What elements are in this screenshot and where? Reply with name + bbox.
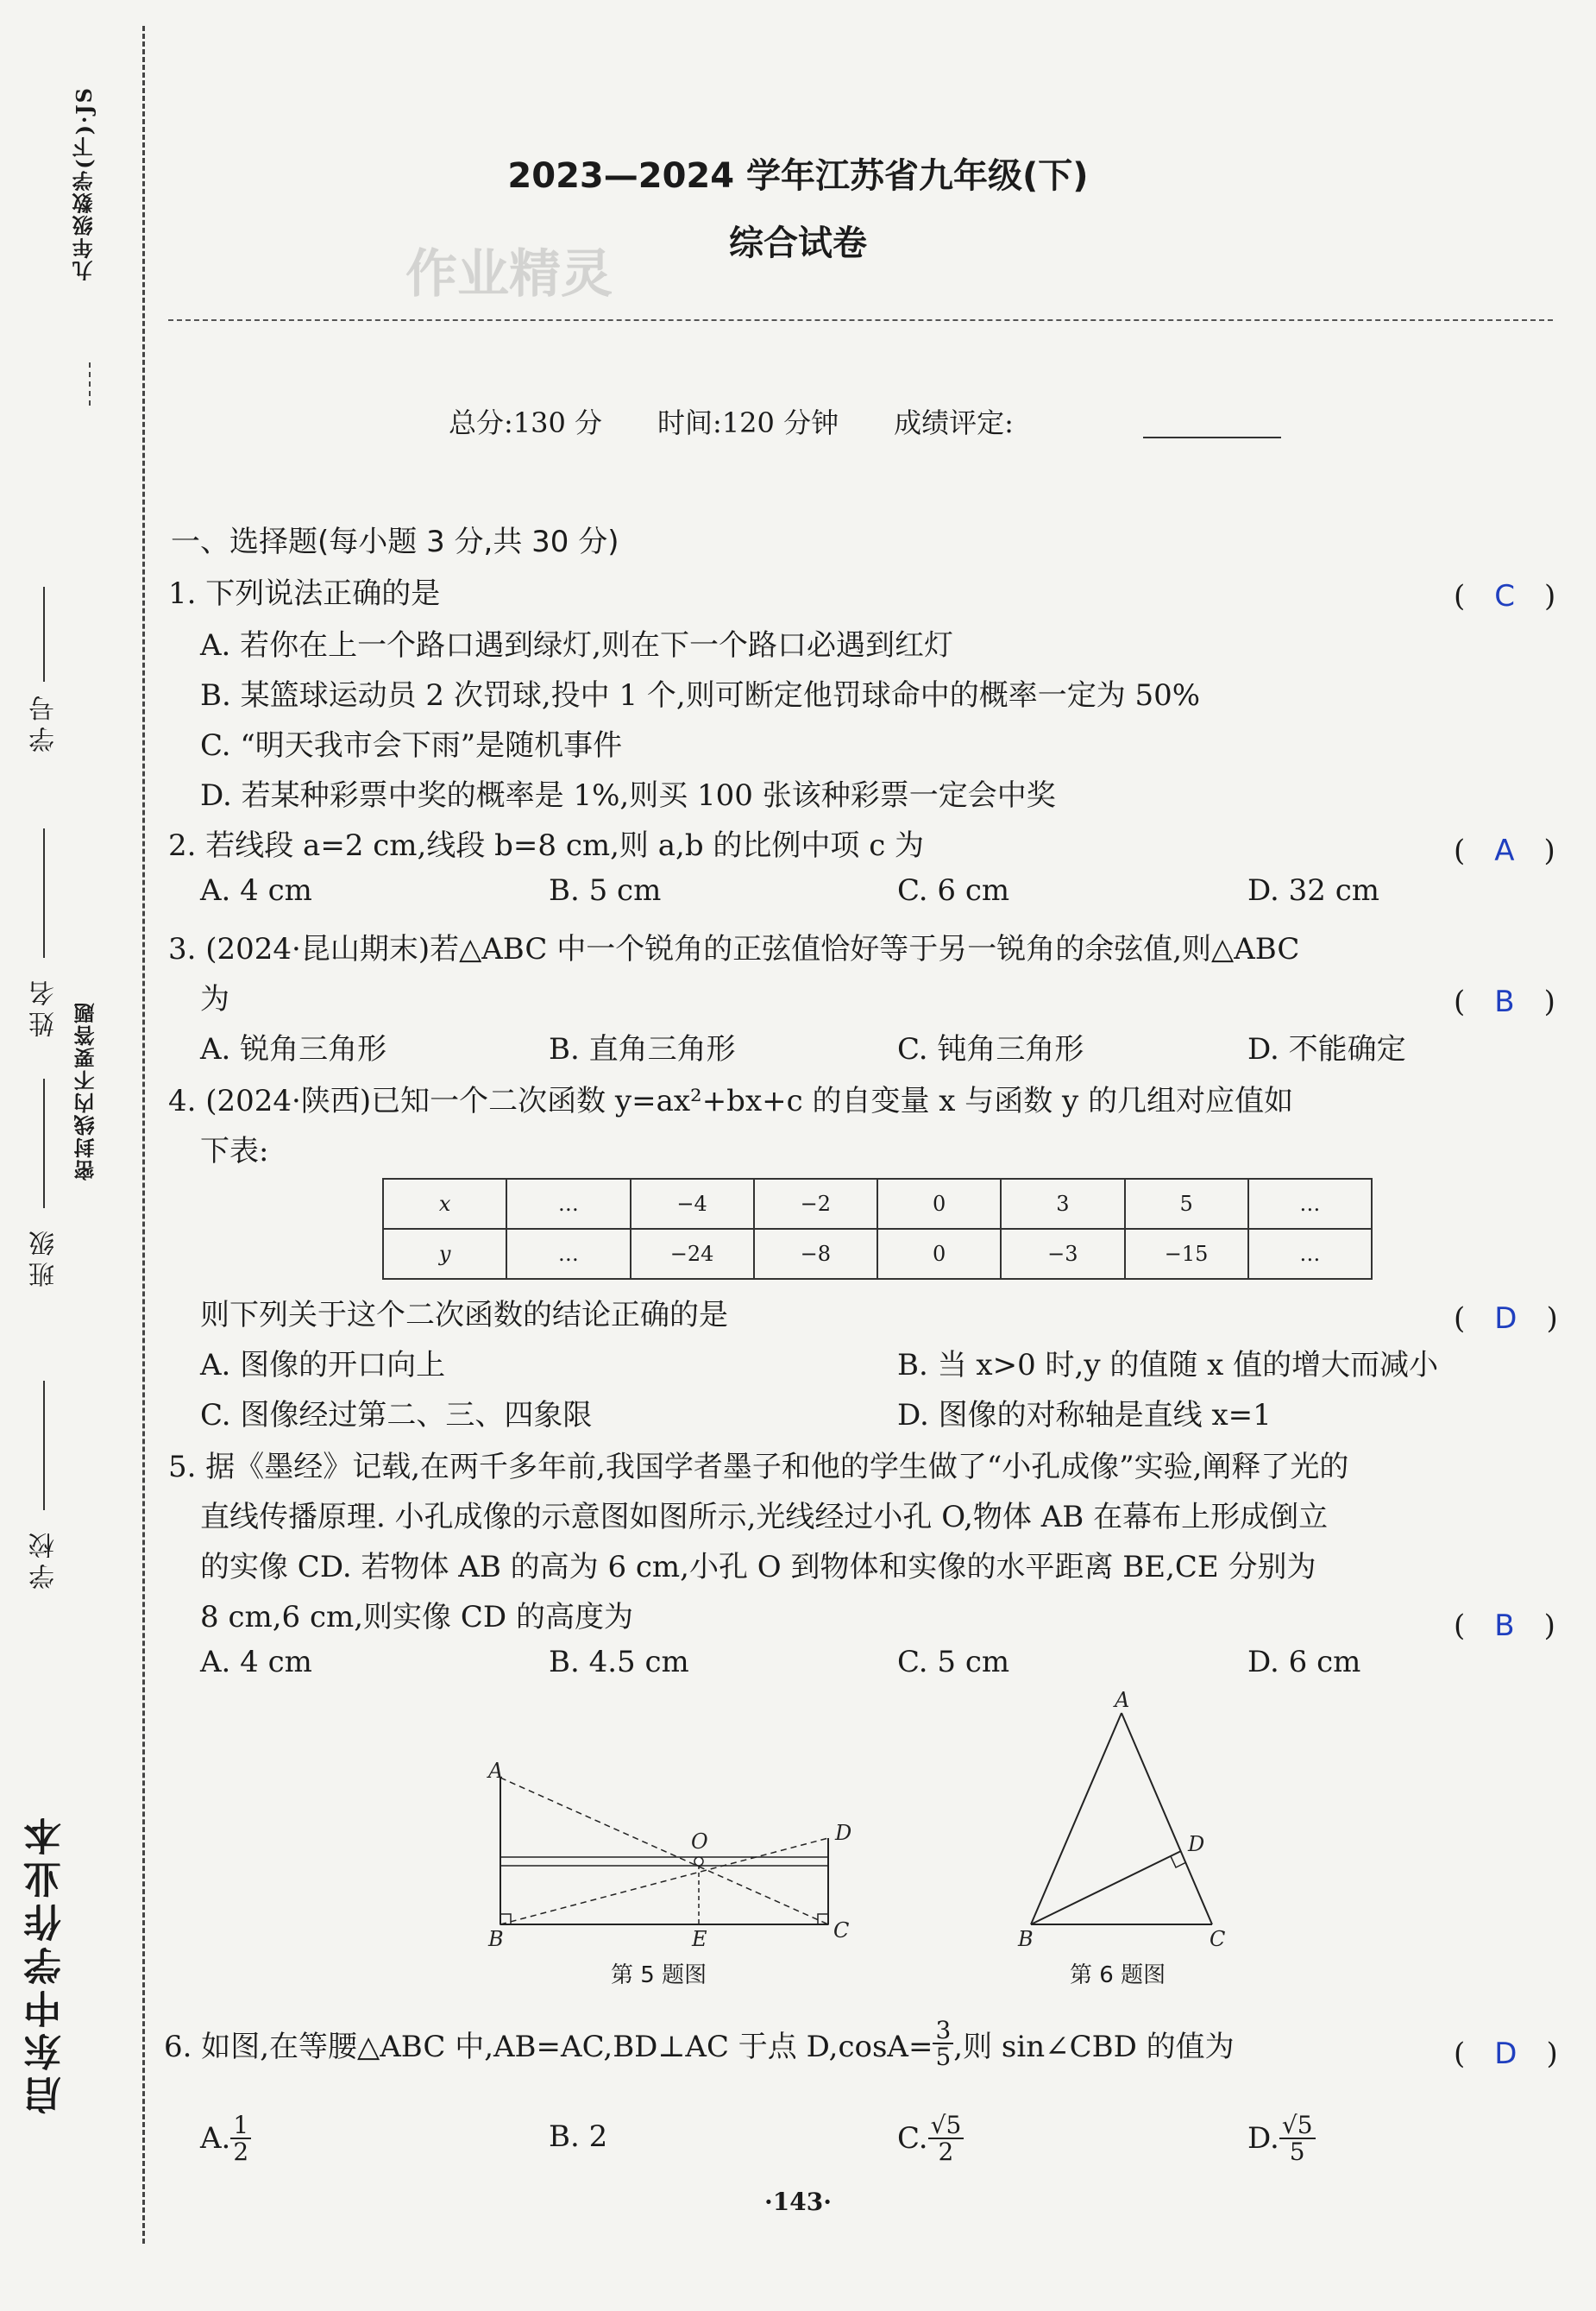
q6-option-c-den: 2 [938, 2138, 954, 2166]
figure-6-diagram [1009, 1691, 1242, 1950]
fig5-label-c: C [833, 1918, 850, 1943]
book-label: 九年级数学(下)·JS [72, 86, 97, 281]
q2-answer-letter: A [1494, 834, 1515, 868]
q6-option-d-prefix: D. [1247, 2121, 1279, 2156]
q5-option-a: A. 4 cm [200, 1645, 312, 1679]
q6-option-c-fraction [928, 2110, 965, 2166]
fig6-label-d: D [1188, 1832, 1205, 1856]
field-xingming-line[interactable] [43, 828, 45, 958]
fig6-label-a: A [1115, 1691, 1130, 1712]
q1-option-c: C. “明天我市会下雨”是随机事件 [200, 728, 623, 763]
q3-option-a: A. 锐角三角形 [200, 1032, 387, 1067]
table-cell: … [1248, 1179, 1372, 1229]
q5-line-2: 直线传播原理. 小孔成像的示意图如图所示,光线经过小孔 O,物体 AB 在幕布上形成倒立 [200, 1500, 1329, 1534]
header-divider [168, 319, 1553, 321]
q6-stem [164, 2011, 1235, 2076]
field-xingming-label: 姓名 [29, 975, 60, 1037]
q1-answer-letter: C [1494, 579, 1516, 614]
q2-stem: 2. 若线段 a=2 cm,线段 b=8 cm,则 a,b 的比例中项 c 为 [168, 828, 925, 863]
side-short-dash [89, 362, 91, 406]
table-cell: x [383, 1179, 506, 1229]
q5-option-b: B. 4.5 cm [549, 1645, 689, 1679]
q6-option-a-fraction [230, 2110, 251, 2166]
q6-option-d [1247, 2104, 1316, 2173]
figure-5-diagram [483, 1752, 863, 1959]
table-cell: −24 [631, 1229, 754, 1279]
q5-answer-letter: B [1494, 1609, 1515, 1643]
grade-blank[interactable] [1143, 437, 1281, 438]
q2-option-d: D. 32 cm [1247, 873, 1380, 908]
q4-option-c: C. 图像经过第二、三、四象限 [200, 1398, 593, 1433]
fig5-label-a: A [488, 1759, 504, 1783]
q4-option-b: B. 当 x>0 时,y 的值随 x 值的增大而减小 [897, 1348, 1439, 1382]
fig5-label-d: D [835, 1821, 852, 1845]
table-row [383, 1179, 1372, 1229]
q1-answer: ( C ) [1454, 579, 1556, 614]
figure-5-caption: 第 5 题图 [611, 1962, 707, 1988]
table-cell: −15 [1125, 1229, 1248, 1279]
q6-option-b: B. 2 [549, 2119, 608, 2154]
q2-option-b: B. 5 cm [549, 873, 662, 908]
q2-option-a: A. 4 cm [200, 873, 312, 908]
binding-dashed-line [142, 26, 145, 2244]
fig6-label-c: C [1210, 1927, 1226, 1950]
table-cell: 5 [1125, 1179, 1248, 1229]
field-xuehao-line[interactable] [43, 587, 45, 682]
q2-answer: ( A ) [1454, 834, 1555, 868]
q6-answer: ( D ) [1454, 2037, 1558, 2071]
fig5-pinhole-o [694, 1857, 703, 1866]
table-cell: −2 [754, 1179, 877, 1229]
field-xuehao-label: 学号 [29, 690, 60, 752]
q1-option-a: A. 若你在上一个路口遇到绿灯,则在下一个路口必遇到红灯 [200, 628, 953, 663]
q6-option-c [897, 2104, 964, 2173]
q6-answer-letter: D [1494, 2037, 1517, 2071]
q6-stem-part-b: ,则 sin∠CBD 的值为 [953, 2029, 1235, 2064]
q3-stem: 3. (2024·昆山期末)若△ABC 中一个锐角的正弦值恰好等于另一锐角的余弦值,则△ABC [168, 932, 1300, 967]
q5-line-1: 5. 据《墨经》记载,在两千多年前,我国学者墨子和他的学生做了“小孔成像”实验,阐释了光的 [168, 1450, 1349, 1484]
q6-option-c-num: √5 [928, 2113, 965, 2139]
figure-6-caption: 第 6 题图 [1070, 1962, 1166, 1988]
q6-option-a-num: 1 [230, 2113, 251, 2139]
q3-answer: ( B ) [1454, 985, 1555, 1019]
q6-option-d-den: 5 [1289, 2138, 1305, 2166]
fig5-ray-ac [500, 1778, 828, 1924]
q5-line-3: 的实像 CD. 若物体 AB 的高为 6 cm,小孔 O 到物体和实像的水平距离 BE,CE 分别为 [200, 1550, 1316, 1584]
table-cell: −3 [1001, 1229, 1124, 1279]
q1-stem: 1. 下列说法正确的是 [168, 576, 441, 611]
q4-answer: ( D ) [1454, 1301, 1558, 1336]
seal-note: 密封线内不要答题 [74, 1001, 98, 1181]
q6-cos-fraction [933, 2015, 953, 2071]
table-cell: … [506, 1229, 630, 1279]
q4-stem: 4. (2024·陕西)已知一个二次函数 y=ax²+bx+c 的自变量 x 与函数 y 的几组对应值如 [168, 1084, 1294, 1118]
fig6-side-ab [1031, 1713, 1122, 1924]
q6-option-d-num: √5 [1279, 2113, 1316, 2139]
q6-option-d-fraction [1279, 2110, 1316, 2166]
table-cell: −8 [754, 1229, 877, 1279]
q4-option-a: A. 图像的开口向上 [200, 1348, 446, 1382]
q2-option-c: C. 6 cm [897, 873, 1010, 908]
q4-answer-letter: D [1494, 1301, 1517, 1336]
table-cell: 3 [1001, 1179, 1124, 1229]
fig5-label-b: B [488, 1927, 504, 1951]
table-cell: −4 [631, 1179, 754, 1229]
q3-option-d: D. 不能确定 [1247, 1032, 1406, 1067]
school-book-label: 启东中学作业本 [24, 1812, 68, 2114]
page-subtitle: 综合试卷 [729, 224, 867, 263]
q4-stem-cont: 下表: [200, 1134, 269, 1168]
q5-option-c: C. 5 cm [897, 1645, 1010, 1679]
q1-option-b: B. 某篮球运动员 2 次罚球,投中 1 个,则可断定他罚球命中的概率一定为 50% [200, 678, 1201, 713]
field-banji-label: 班级 [29, 1225, 60, 1288]
q6-option-a-den: 2 [233, 2138, 249, 2166]
table-row [383, 1229, 1372, 1279]
fig5-label-e: E [692, 1927, 707, 1951]
q5-option-d: D. 6 cm [1247, 1645, 1361, 1679]
page-number: ·143· [764, 2188, 832, 2216]
fig6-segment-bd [1031, 1851, 1181, 1924]
table-cell: y [383, 1229, 506, 1279]
table-cell: … [506, 1179, 630, 1229]
page-title: 2023—2024 学年江苏省九年级(下) [507, 156, 1089, 196]
q4-option-d: D. 图像的对称轴是直线 x=1 [897, 1398, 1272, 1433]
q6-cos-num: 3 [933, 2018, 953, 2044]
q6-stem-part-a: 6. 如图,在等腰△ABC 中,AB=AC,BD⊥AC 于点 D,cosA= [164, 2029, 933, 2064]
q5-answer: ( B ) [1454, 1609, 1555, 1643]
field-xuexiao-label: 学校 [29, 1527, 60, 1590]
q4-prompt: 则下列关于这个二次函数的结论正确的是 [200, 1298, 728, 1332]
q3-answer-letter: B [1494, 985, 1515, 1019]
table-cell: 0 [877, 1179, 1001, 1229]
q5-line-4: 8 cm,6 cm,则实像 CD 的高度为 [200, 1600, 633, 1634]
table-cell: … [1248, 1229, 1372, 1279]
q6-option-a-prefix: A. [200, 2121, 231, 2156]
field-xuexiao-line[interactable] [43, 1381, 45, 1510]
q3-option-c: C. 钝角三角形 [897, 1032, 1084, 1067]
q6-cos-den: 5 [935, 2043, 952, 2071]
fig6-label-b: B [1018, 1927, 1034, 1950]
q3-stem-cont: 为 [200, 982, 229, 1017]
table-cell: 0 [877, 1229, 1001, 1279]
fig5-right-angle-c [818, 1914, 828, 1924]
q6-option-c-prefix: C. [897, 2121, 928, 2156]
field-banji-line[interactable] [43, 1079, 45, 1208]
fig6-side-ac [1122, 1713, 1212, 1924]
q1-option-d: D. 若某种彩票中奖的概率是 1%,则买 100 张该种彩票一定会中奖 [200, 778, 1056, 813]
score-info: 总分:130 分 时间:120 分钟 成绩评定: [449, 406, 1014, 439]
q3-option-b: B. 直角三角形 [549, 1032, 736, 1067]
section-heading: 一、选择题(每小题 3 分,共 30 分) [171, 525, 619, 559]
q6-option-a [200, 2104, 251, 2173]
fig5-label-o: O [691, 1829, 708, 1854]
watermark: 作业精灵 [405, 244, 613, 305]
q4-value-table [382, 1178, 1373, 1280]
